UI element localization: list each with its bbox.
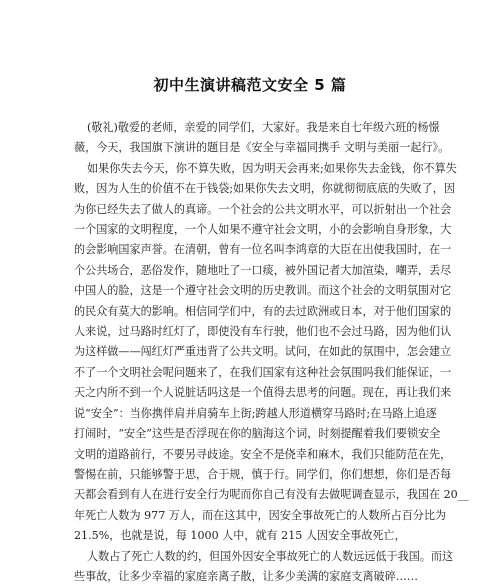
body-line: 的民众有莫大的影响。相信同学们中，有的去过欧洲或日本，对于他们国家的 [74, 304, 452, 318]
body-line: 为这样做——闯红灯严重违背了公共文明。试问，在如此的氛围中，怎会建立 [74, 345, 452, 359]
body-line: 人来说，过马路时红灯了，即使没有车行驶，他们也不会过马路，因为他们认 [74, 325, 452, 339]
body-line: 一个国家的文明程度，一个人如果不遵守社会文明，小的会影响自身形象，大 [74, 223, 452, 237]
body-line: 些事故，让多少幸福的家庭亲离子散，让多少美满的家庭支离破碎…… [74, 569, 418, 583]
body-line: 薇，今天，我国旗下演讲的题目是《安全与幸福同携手 文明与美丽一起行》。 [74, 141, 450, 155]
body-line: 人数占了死亡人数的约，但国外因安全事故死亡的人数远远低于我国。而这 [87, 549, 454, 563]
body-line: 为你已经失去了做人的真谛。一个社会的公共文明水平，可以折射出一个社会 [74, 202, 452, 216]
body-line: 21.5%，也就是说，每 1000 人中，就有 215 人因安全事故死亡， [74, 529, 406, 543]
body-line: 说“安全”：当你携伴肩并肩骑车上街;跨越人形道横穿马路时;在马路上追逐 [74, 406, 437, 420]
body-line: 不了一个文明社会呢问题来了，在我们国家有这种社会氛围吗我们能保证，一 [74, 365, 452, 379]
body-line: 文明的道路前行，不要另寻歧途。安全不是侥幸和麻木，我们只能防范在先， [74, 447, 452, 461]
body-line: 天都会看到有人在进行安全行为呢而你自己有没有去做呢调查显示，我国在 20__ [74, 488, 469, 502]
document-body [74, 118, 469, 587]
body-line: 败，因为人生的价值不在于钱袋;如果你失去文明，你就彻彻底底的失败了，因 [74, 182, 455, 196]
body-line: 如果你失去今天，你不算失败，因为明天会再来;如果你失去金钱，你不算失 [87, 161, 457, 175]
body-line: (敬礼)敬爱的老师，亲爱的同学们，大家好。我是来自七年级六班的杨憬 [87, 121, 440, 134]
body-line: 中国人的脸，这是一个遵守社会文明的历史教训。而这个社会的文明氛围对它 [74, 284, 452, 298]
body-line: 打闹时，“安全”这些是否浮现在你的脑海这个词，时刻提醒着我们要锁安全 [74, 427, 441, 441]
body-line: 的会影响国家声誉。在清朝，曾有一位名叫李鸿章的大臣在出使我国时，在一 [74, 243, 452, 257]
body-line: 个公共场合，恶俗发作，随地吐了一口痰，被外国记者大加渲染，嘲弄，丢尽 [74, 263, 452, 277]
body-line: 天之内所不到一个人说脏话吗这是一个值得去思考的问题。现在，再让我们来 [74, 386, 452, 400]
document-title: 初中生演讲稿范文安全 5 篇 [153, 76, 347, 94]
body-line: 警惕在前，只能够警于思，合于规，慎于行。同学们，你们想想，你们是否每 [74, 467, 452, 481]
body-line: 年死亡人数为 977 万人，而在这其中，因安全事故死亡的人数所占百分比为 [74, 508, 447, 522]
